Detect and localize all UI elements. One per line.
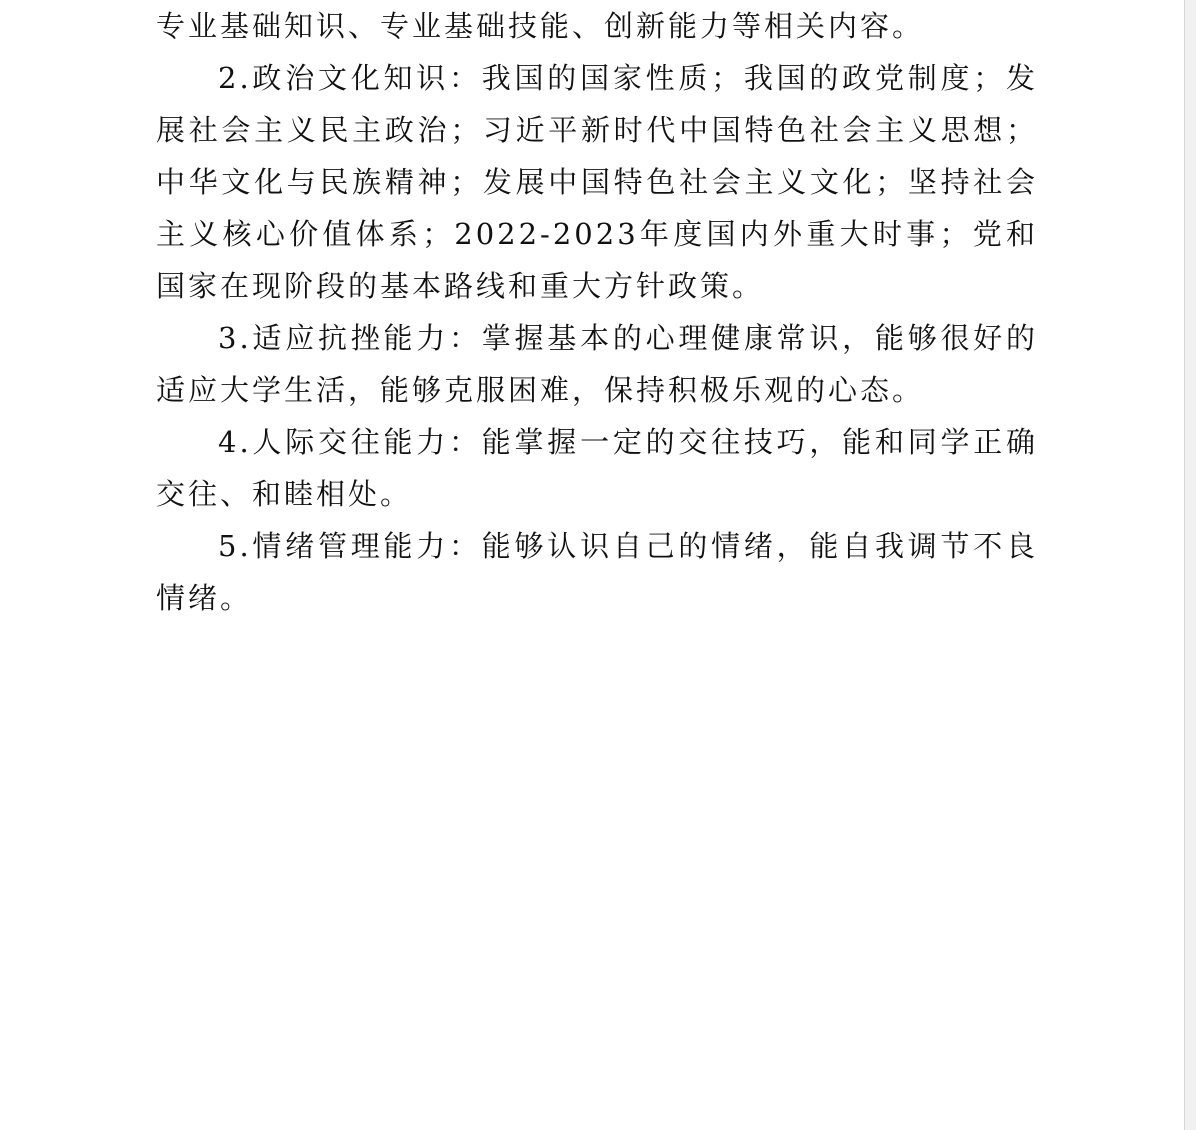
document-body [156,0,1038,624]
paragraph-interpersonal-skills: 4.人际交往能力：能掌握一定的交往技巧，能和同学正确交往、和睦相处。 [156,425,1038,511]
paragraph-emotion-management: 5.情绪管理能力：能够认识自己的情绪，能自我调节不良情绪。 [156,529,1038,615]
page-edge-scrollbar[interactable] [1184,0,1196,1130]
paragraph-political-culture-knowledge: 2.政治文化知识：我国的国家性质；我国的政党制度；发展社会主义民主政治；习近平新时代中国特色社会主义思想；中华文化与民族精神；发展中国特色社会主义文化；坚持社会主义核心价值体系；2022-2023年度国内外重大时事；党和国家在现阶段的基本路线和重大方针政策。 [156,61,1038,303]
paragraph-continuation: 专业基础知识、专业基础技能、创新能力等相关内容。 [156,9,925,43]
paragraph-adaptation-resilience: 3.适应抗挫能力：掌握基本的心理健康常识，能够很好的适应大学生活，能够克服困难，保持积极乐观的心态。 [156,321,1038,407]
